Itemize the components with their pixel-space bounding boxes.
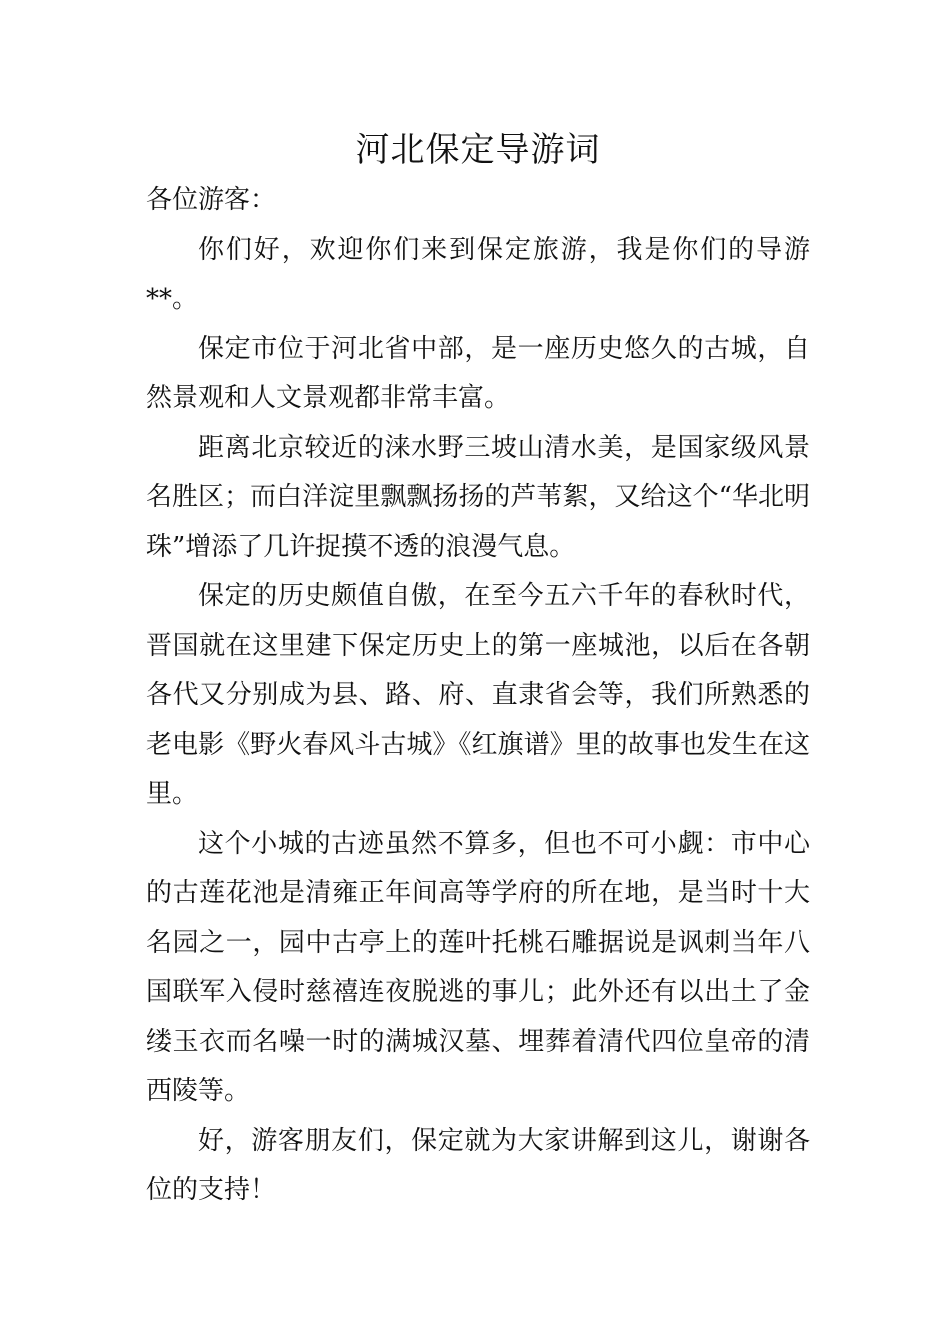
greeting-line: 各位游客： xyxy=(146,185,277,215)
paragraph-location: 保定市位于河北省中部，是一座历史悠久的古城，自然景观和人文景观都非常丰富。 xyxy=(146,333,810,413)
paragraph-scenery: 距离北京较近的涞水野三坡山清水美，是国家级风景名胜区；而白洋淀里飘飘扬扬的芦苇絮，又给这个“华北明珠”增添了几许捉摸不透的浪漫气息。 xyxy=(146,432,810,562)
document-title: 河北保定导游词 xyxy=(355,130,601,170)
paragraph-welcome: 你们好，欢迎你们来到保定旅游，我是你们的导游**。 xyxy=(146,234,810,314)
paragraph-closing: 好，游客朋友们，保定就为大家讲解到这儿，谢谢各位的支持！ xyxy=(146,1125,810,1205)
paragraph-history: 保定的历史颇值自傲，在至今五六千年的春秋时代，晋国就在这里建下保定历史上的第一座城池，以后在各朝各代又分别成为县、路、府、直隶省会等，我们所熟悉的老电影《野火春风斗古城》《红旗谱》里的故事也发生在这里。 xyxy=(146,581,810,809)
document-body xyxy=(146,124,810,1216)
paragraph-sites: 这个小城的古迹虽然不算多，但也不可小觑：市中心的古莲花池是清雍正年间高等学府的所在地，是当时十大名园之一，园中古亭上的莲叶托桃石雕据说是讽刺当年八国联军入侵时慈禧连夜脱逃的事儿；此外还有以出土了金缕玉衣而名噪一时的满城汉墓、埋葬着清代四位皇帝的清西陵等。 xyxy=(146,828,810,1106)
